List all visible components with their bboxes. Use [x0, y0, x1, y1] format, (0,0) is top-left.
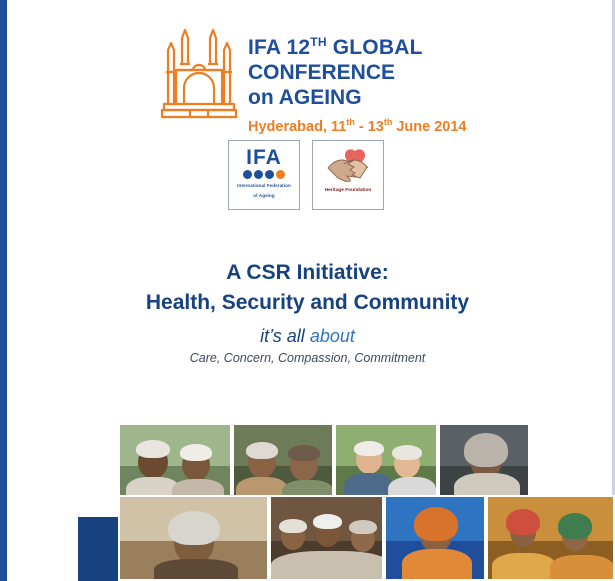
heritage-foundation-logo: [312, 140, 384, 210]
masthead: [0, 18, 615, 135]
title-line-1-prefix: IFA 12: [248, 36, 311, 59]
photo-elderly-couple-seated: [232, 423, 334, 503]
title-line-1: [248, 30, 578, 60]
page-top-edge: [0, 0, 615, 3]
charminar-monument-icon: [160, 24, 238, 128]
bottom-band-dark-block: [78, 517, 118, 581]
photo-collage: [118, 423, 615, 581]
tagline: [0, 326, 615, 347]
headline-line-1: A CSR Initiative:: [226, 261, 389, 284]
title-line-3: on AGEING: [248, 86, 362, 109]
title-line-1-ordinal: TH: [310, 35, 327, 49]
photo-two-men-outdoors: [118, 423, 232, 503]
tagline-emphasis: about: [309, 326, 355, 346]
photo-women-at-table: [486, 495, 615, 581]
photo-woman-in-sari: [384, 495, 486, 581]
photo-woman-in-landscape: [118, 495, 269, 581]
subtitle-part-3: June 2014: [392, 118, 467, 135]
subtitle-ordinal-1: th: [346, 117, 355, 127]
ifa-caption-line-1: International Federation: [237, 183, 291, 188]
ifa-dots-icon: [243, 170, 285, 179]
ifa-logo: [228, 140, 300, 210]
ifa-caption-line-2: of Ageing: [253, 193, 275, 198]
title-line-1-suffix: GLOBAL: [332, 36, 423, 59]
tagline-prefix: it’s all: [260, 326, 310, 346]
handshake-heart-icon: [325, 148, 371, 182]
photo-group-of-men: [269, 495, 384, 581]
page-title: [0, 258, 615, 318]
subtitle-ordinal-2: th: [383, 117, 393, 127]
values-line: Care, Concern, Compassion, Commitment: [189, 351, 426, 365]
conference-title-block: [248, 30, 578, 135]
heritage-foundation-caption: Heritage Foundation: [324, 188, 372, 193]
title-line-2: CONFERENCE: [248, 61, 396, 84]
subtitle-part-1: Hyderabad, 11: [248, 118, 347, 135]
photo-woman-with-shawl: [438, 423, 530, 503]
conference-date-location: [248, 117, 578, 135]
photo-couple-on-bench: [334, 423, 438, 503]
organization-logos: [228, 140, 388, 212]
ifa-wordmark: IFA: [246, 146, 282, 169]
headline-line-2: Health, Security and Community: [145, 291, 470, 314]
subtitle-part-2: - 13: [354, 118, 384, 135]
